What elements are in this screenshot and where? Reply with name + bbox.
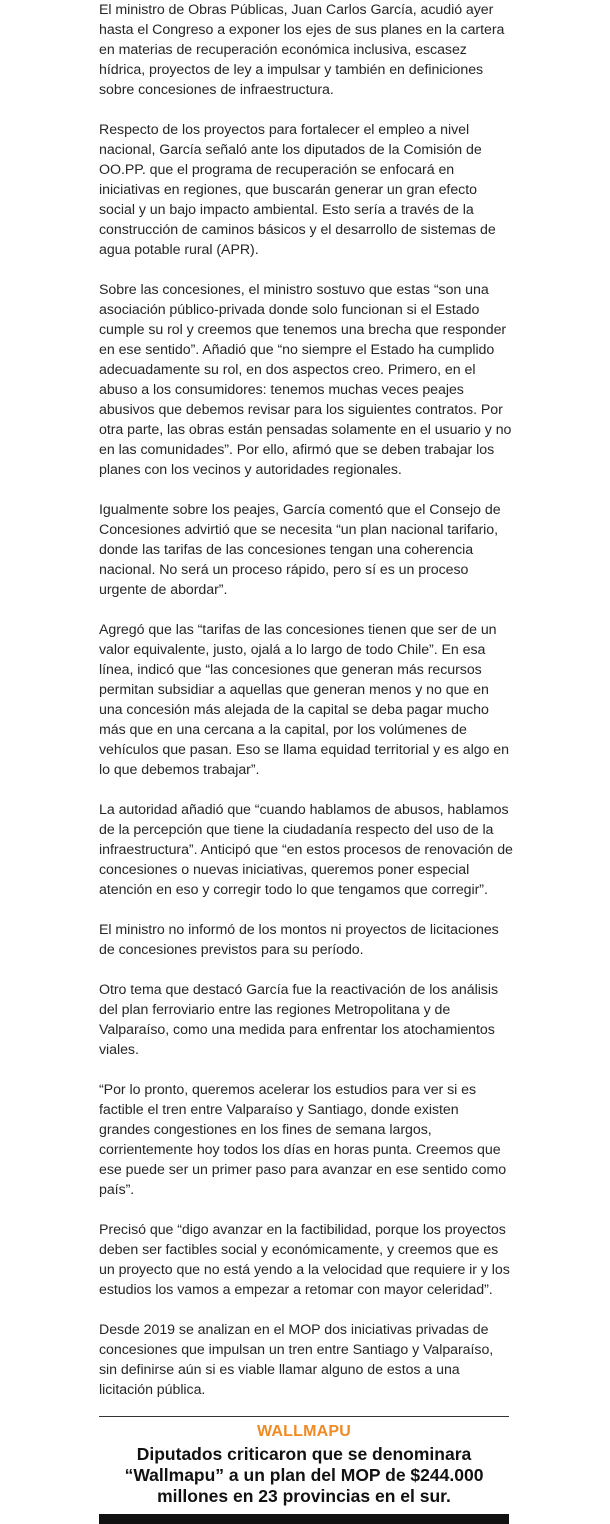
article-paragraph: La autoridad añadió que “cuando hablamos de abusos, hablamos de la percepción que tiene la ciudadanía respecto del uso de la infraestructura”. Anticipó que “en estos procesos de renovación de concesiones o nuevas iniciativas, queremos poner especial atención en eso y corregir todo lo que tengamos que corregir”.: [99, 802, 513, 898]
article-paragraph: Igualmente sobre los peajes, García comentó que el Consejo de Concesiones advirtió que se necesita “un plan nacional tarifario, donde las tarifas de las concesiones tengan una coherencia nacional. No será un proceso rápido, pero sí es un proceso urgente de abordar”.: [99, 502, 501, 598]
related-article-headline[interactable]: Diputados criticaron que se denominara “Wallmapu” a un plan del MOP de $244.000 millones en 23 provincias en el sur.: [124, 1444, 484, 1506]
article-paragraph: Respecto de los proyectos para fortalecer el empleo a nivel nacional, García señaló ante los diputados de la Comisión de OO.PP. que el programa de recuperación se enfocará en iniciativas en regiones, que buscarán generar un gran efecto social y un bajo impacto ambiental. Esto sería a través de la construcción de caminos básicos y el desarrollo de sistemas de agua potable rural (APR).: [99, 122, 496, 258]
article-paragraph: El ministro no informó de los montos ni proyectos de licitaciones de concesiones previstos para su período.: [99, 922, 499, 958]
article-paragraph: “Por lo pronto, queremos acelerar los estudios para ver si es factible el tren entre Valparaíso y Santiago, donde existen grandes congestiones en los fines de semana largos, corrientemente hoy todos los días en horas punta. Creemos que ese puede ser un primer paso para avanzar en ese sentido como país”.: [99, 1082, 507, 1198]
article-paragraph: Sobre las concesiones, el ministro sostuvo que estas “son una asociación público-privada donde solo funcionan si el Estado cumple su rol y creemos que tenemos una brecha que responder en ese sentido”. Añadió que “no siempre el Estado ha cumplido adecuadamente su rol, en dos aspectos creo. Primero, en el abuso a los consumidores: tenemos muchas veces peajes abusivos que debemos revisar para los siguientes contratos. Por otra parte, las obras están pensadas solamente en el usuario y no en las comunidades”. Por ello, afirmó que se deben trabajar los planes con los vecinos y autoridades regionales.: [99, 282, 512, 478]
related-box-bottom-bar: [99, 1514, 509, 1524]
article-paragraph: Desde 2019 se analizan en el MOP dos iniciativas privadas de concesiones que impulsan un tren entre Santiago y Valparaíso, sin definirse aún si es viable llamar alguno de estos a una licitación pública.: [99, 1322, 494, 1398]
article-paragraph: Precisó que “digo avanzar en la factibilidad, porque los proyectos deben ser factibles social y económicamente, y creemos que es un proyecto que no está yendo a la velocidad que requiere ir y los estudios los vamos a empezar a retomar con mayor celeridad”.: [99, 1222, 510, 1298]
related-article-box[interactable]: [99, 1416, 509, 1519]
article-paragraph: Agregó que las “tarifas de las concesiones tienen que ser de un valor equivalente, justo, ojalá a lo largo de todo Chile”. En esa línea, indicó que “las concesiones que generan más recursos permitan subsidiar a aquellas que generan menos y no que en una concesión más alejada de la capital se deba pagar mucho más que en una cercana a la capital, por los volúmenes de vehículos que pasan. Eso se llama equidad territorial y es algo en lo que debemos trabajar”.: [99, 622, 509, 778]
article-paragraph: El ministro de Obras Públicas, Juan Carlos García, acudió ayer hasta el Congreso a exponer los ejes de sus planes en la cartera en materias de recuperación económica inclusiva, escasez hídrica, proyectos de ley a impulsar y también en definiciones sobre concesiones de infraestructura.: [99, 2, 505, 98]
related-section-label[interactable]: WALLMAPU: [256, 1423, 352, 1440]
article-body: [99, 0, 513, 1400]
article-paragraph: Otro tema que destacó García fue la reactivación de los análisis del plan ferroviario entre las regiones Metropolitana y de Valparaíso, como una medida para enfrentar los atochamientos viales.: [99, 982, 498, 1058]
